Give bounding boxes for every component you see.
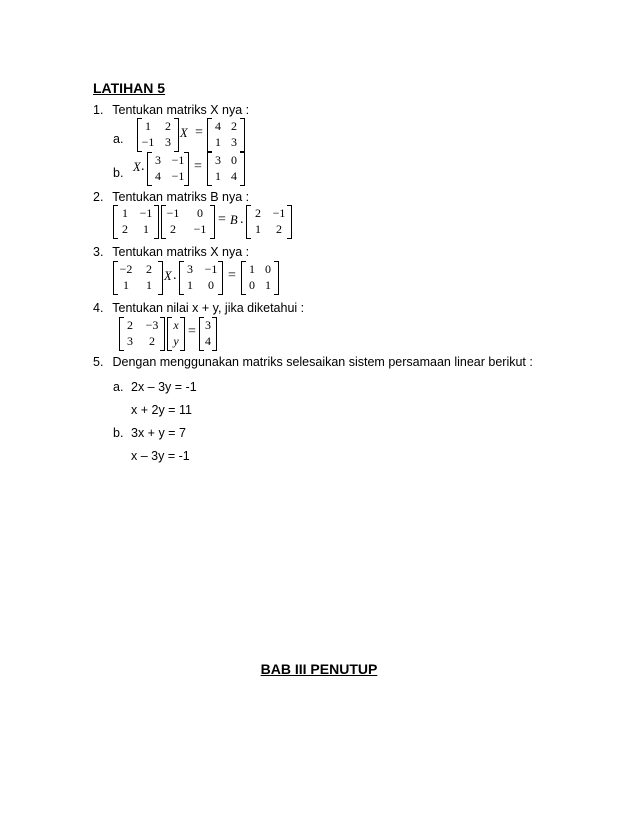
question-2-number: 2. <box>93 190 104 204</box>
variable-x: X <box>133 160 141 174</box>
dot-operator: . <box>240 212 244 227</box>
matrix-cell: −1 <box>171 153 185 167</box>
dot-operator: . <box>141 159 145 174</box>
q3-matrix-1 <box>113 261 163 293</box>
question-1 <box>93 103 249 117</box>
q4-vector-variables <box>167 317 185 349</box>
matrix-cell: 3 <box>187 262 193 276</box>
matrix-cell: 3 <box>215 153 221 167</box>
matrix-cell: 3 <box>165 135 171 149</box>
matrix-cell: −1 <box>272 206 286 220</box>
matrix-cell: 3 <box>205 318 211 332</box>
matrix-cell: y <box>173 334 179 348</box>
matrix-cell: 1 <box>215 169 221 183</box>
matrix-cell: 0 <box>265 262 271 276</box>
question-5-number: 5. <box>93 355 104 369</box>
matrix-cell: x <box>173 318 179 332</box>
matrix-cell: 1 <box>249 262 255 276</box>
matrix-cell: 2 <box>255 206 261 220</box>
q2-matrix-1 <box>113 205 159 237</box>
matrix-cell: 2 <box>170 222 176 236</box>
equals-sign: = <box>195 125 203 140</box>
q5-b-label: b. <box>113 426 124 440</box>
matrix-cell: 0 <box>249 278 255 292</box>
q3-matrix-3 <box>241 261 279 293</box>
matrix-cell: −1 <box>141 135 155 149</box>
chapter-heading: BAB III PENUTUP <box>260 661 378 677</box>
q1-b-matrix-left <box>147 152 189 184</box>
question-3-text: Tentukan matriks X nya : <box>112 245 250 259</box>
equals-sign: = <box>188 324 196 339</box>
matrix-cell: 0 <box>197 206 203 220</box>
q1-b-matrix-right <box>207 152 245 184</box>
matrix-cell: −1 <box>166 206 180 220</box>
matrix-cell: 4 <box>155 169 161 183</box>
q5-b-equation-1: 3x + y = 7 <box>131 426 186 440</box>
matrix-cell: 0 <box>208 278 214 292</box>
q1-a-matrix-right <box>207 118 245 150</box>
equals-sign: = <box>228 268 236 283</box>
variable-b: B <box>230 213 238 227</box>
matrix-cell: 2 <box>276 222 282 236</box>
equals-sign: = <box>194 159 202 174</box>
matrix-cell: −1 <box>171 169 185 183</box>
matrix-cell: 3 <box>127 334 133 348</box>
matrix-cell: 1 <box>146 278 152 292</box>
q1-a-matrix-left <box>137 118 179 150</box>
variable-x: X <box>180 126 188 140</box>
q2-matrix-3 <box>246 205 292 237</box>
matrix-cell: 1 <box>143 222 149 236</box>
dot-operator: . <box>173 268 177 283</box>
matrix-cell: 2 <box>146 262 152 276</box>
matrix-cell: 4 <box>231 169 237 183</box>
matrix-cell: −3 <box>145 318 159 332</box>
matrix-cell: 3 <box>231 135 237 149</box>
matrix-cell: 1 <box>255 222 261 236</box>
matrix-cell: 1 <box>145 119 151 133</box>
matrix-cell: 1 <box>265 278 271 292</box>
matrix-cell: −1 <box>139 206 153 220</box>
matrix-cell: 0 <box>231 153 237 167</box>
question-4-number: 4. <box>93 301 104 315</box>
variable-x: X <box>164 269 172 283</box>
matrix-cell: 2 <box>231 119 237 133</box>
matrix-cell: −2 <box>119 262 133 276</box>
matrix-cell: 2 <box>127 318 133 332</box>
q5-b-equation-2: x – 3y = -1 <box>131 449 190 463</box>
matrix-cell: 1 <box>215 135 221 149</box>
matrix-cell: −1 <box>204 262 218 276</box>
question-3-number: 3. <box>93 245 104 259</box>
question-5 <box>93 355 533 369</box>
q5-a-equation-1: 2x – 3y = -1 <box>131 380 197 394</box>
question-5-text: Dengan menggunakan matriks selesaikan sistem persamaan linear berikut : <box>112 355 533 369</box>
q5-a-equation-2: x + 2y = 11 <box>131 403 192 417</box>
matrix-cell: 3 <box>155 153 161 167</box>
q1-a-label: a. <box>113 132 124 146</box>
matrix-cell: 4 <box>215 119 221 133</box>
matrix-cell: 1 <box>122 206 128 220</box>
question-4-text: Tentukan nilai x + y, jika diketahui : <box>112 301 305 315</box>
equals-sign: = <box>218 212 226 227</box>
question-1-text: Tentukan matriks X nya : <box>112 103 250 117</box>
question-2-text: Tentukan matriks B nya : <box>112 190 250 204</box>
q4-vector-result <box>199 317 217 349</box>
matrix-cell: 1 <box>123 278 129 292</box>
matrix-cell: 4 <box>205 334 211 348</box>
question-1-number: 1. <box>93 103 104 117</box>
matrix-cell: 1 <box>187 278 193 292</box>
matrix-cell: −1 <box>193 222 207 236</box>
q5-a-label: a. <box>113 380 124 394</box>
question-3 <box>93 245 249 259</box>
question-2 <box>93 190 249 204</box>
q1-b-label: b. <box>113 166 124 180</box>
matrix-cell: 2 <box>149 334 155 348</box>
page-heading: LATIHAN 5 <box>93 80 166 96</box>
q3-matrix-2 <box>179 261 223 293</box>
q4-matrix-coefficients <box>119 317 165 349</box>
q2-matrix-2 <box>161 205 215 237</box>
matrix-cell: 2 <box>165 119 171 133</box>
question-4 <box>93 301 304 315</box>
matrix-cell: 2 <box>122 222 128 236</box>
